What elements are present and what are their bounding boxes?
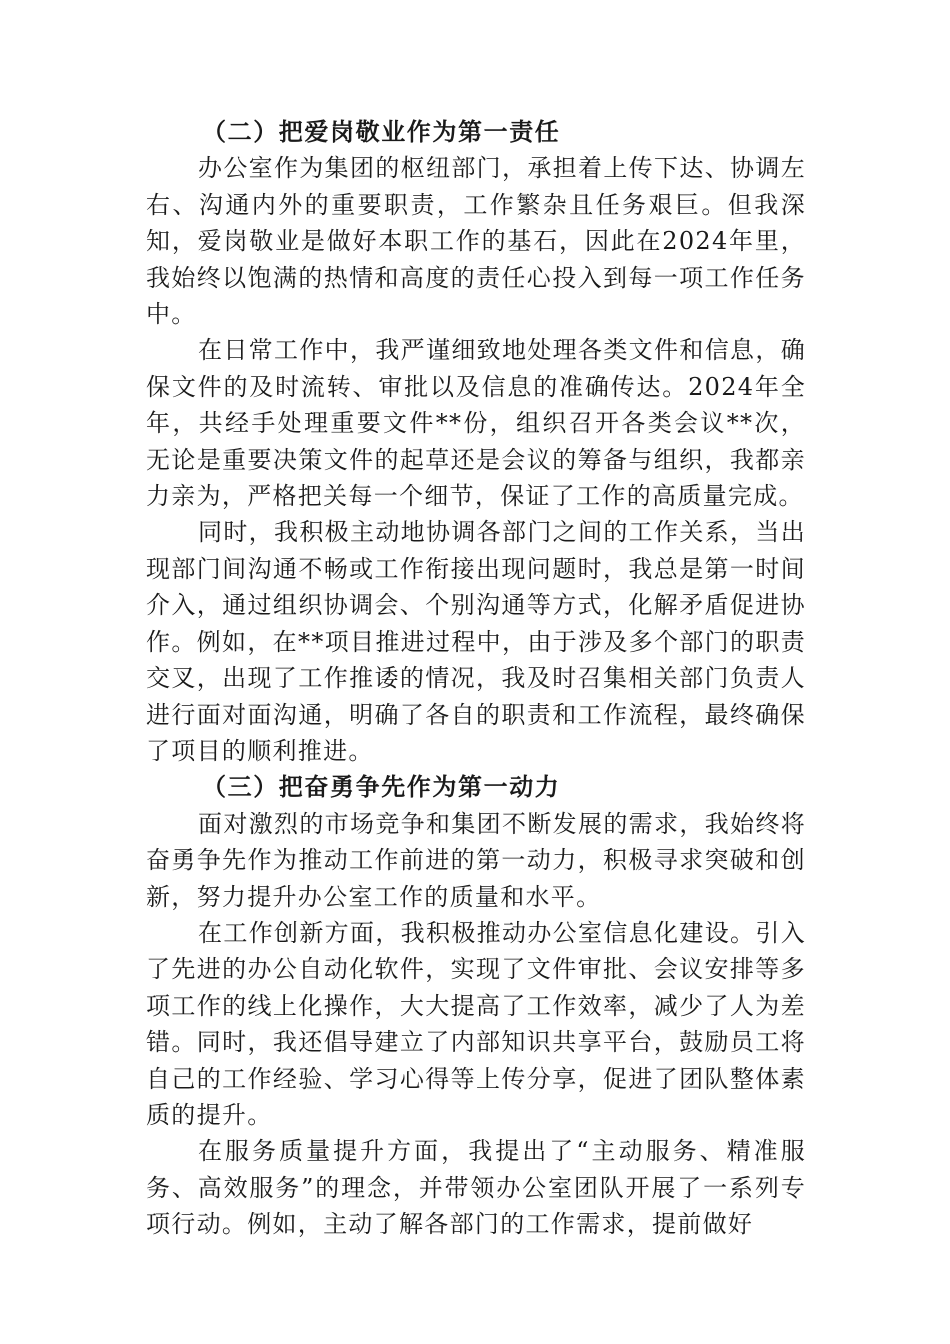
section-heading-3: （三）把奋勇争先作为第一动力 — [202, 772, 561, 802]
document-body — [146, 114, 806, 1243]
section-heading-2: （二）把爱岗敬业作为第一责任 — [202, 117, 561, 146]
paragraph-innovation: 在工作创新方面，我积极推动办公室信息化建设。引入了先进的办公自动化软件，实现了文件审批、会议安排等多项工作的线上化操作，大大提高了工作效率，减少了人为差错。同时，我还倡导建立了内部知识共享平台，鼓励员工将自己的工作经验、学习心得等上传分享，促进了团队整体素质的提升。 — [146, 918, 806, 1129]
paragraph-service-quality: 在服务质量提升方面，我提出了“主动服务、精准服务、高效服务”的理念，并带领办公室团队开展了一系列专项行动。例如，主动了解各部门的工作需求，提前做好 — [146, 1137, 806, 1239]
paragraph-responsibility-intro: 办公室作为集团的枢纽部门，承担着上传下达、协调左右、沟通内外的重要职责，工作繁杂且任务艰巨。但我深知，爱岗敬业是做好本职工作的基石，因此在2024年里，我始终以饱满的热情和高度的责任心投入到每一项工作任务中。 — [146, 154, 806, 329]
paragraph-coordination: 同时，我积极主动地协调各部门之间的工作关系，当出现部门间沟通不畅或工作衔接出现问题时，我总是第一时间介入，通过组织协调会、个别沟通等方式，化解矛盾促进协作。例如，在**项目推进过程中，由于涉及多个部门的职责交叉，出现了工作推诿的情况，我及时召集相关部门负责人进行面对面沟通，明确了各自的职责和工作流程，最终确保了项目的顺利推进。 — [146, 518, 806, 765]
paragraph-motivation-intro: 面对激烈的市场竞争和集团不断发展的需求，我始终将奋勇争先作为推动工作前进的第一动力，积极寻求突破和创新，努力提升办公室工作的质量和水平。 — [146, 809, 806, 911]
paragraph-daily-work: 在日常工作中，我严谨细致地处理各类文件和信息，确保文件的及时流转、审批以及信息的准确传达。2024年全年，共经手处理重要文件**份，组织召开各类会议**次，无论是重要决策文件的起草还是会议的筹备与组织，我都亲力亲为，严格把关每一个细节，保证了工作的高质量完成。 — [146, 336, 806, 511]
